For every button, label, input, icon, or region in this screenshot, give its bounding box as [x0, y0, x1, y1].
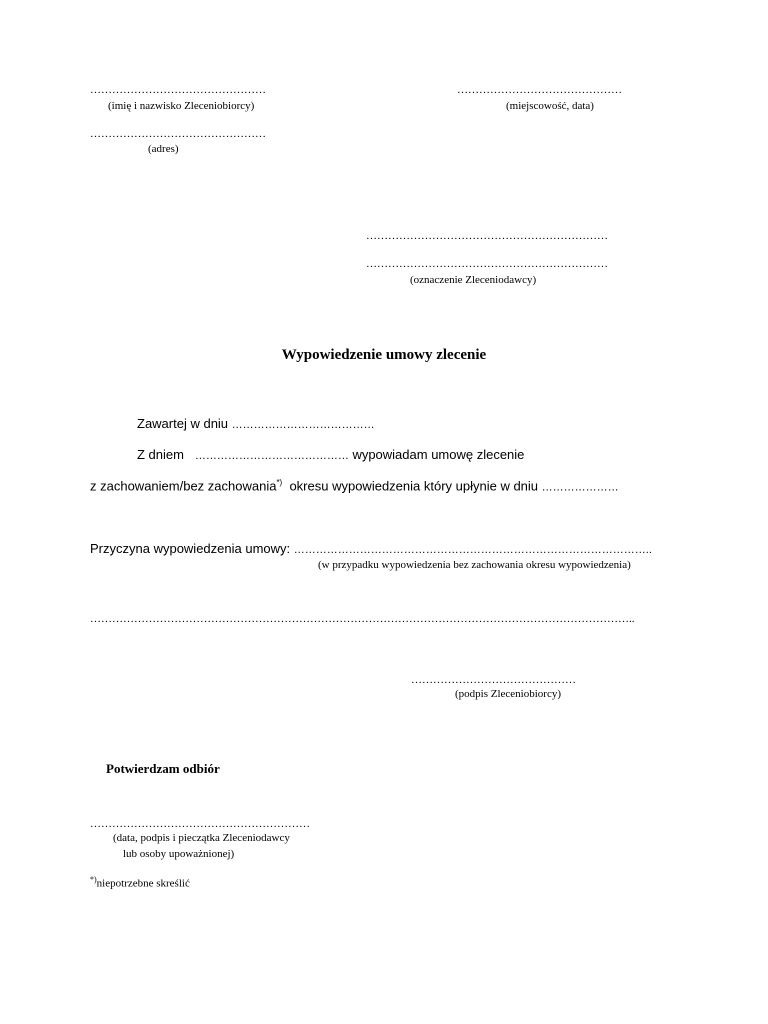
signature-caption: (podpis Zleceniobiorcy)	[455, 688, 561, 700]
termination-date-row	[137, 447, 524, 462]
reason-note: (w przypadku wypowiedzenia bez zachowania okresu wypowiedzenia)	[318, 559, 631, 571]
reason-dots: ……………………………………………………………………………………..	[293, 544, 652, 556]
address-line: …………………………………………	[90, 128, 266, 140]
notice-period-dots: …………………	[541, 481, 619, 494]
notice-period-row	[90, 478, 619, 493]
termination-date-dots: ……………………………………	[194, 450, 349, 462]
receipt-caption-1: (data, podpis i pieczątka Zleceniodawcy	[113, 832, 290, 844]
address-caption: (adres)	[148, 143, 179, 155]
place-date-line: ………………………………………	[457, 84, 622, 96]
document-title: Wypowiedzenie umowy zlecenie	[281, 347, 487, 363]
recipient-line-2: …………………………………………………………	[366, 258, 608, 270]
footnote-mark: *)	[90, 875, 97, 884]
footnote-text: niepotrzebne skreślić	[96, 877, 190, 890]
name-line: …………………………………………	[90, 84, 266, 96]
receipt-heading: Potwierdzam odbiór	[106, 761, 220, 776]
reason-label: Przyczyna wypowiedzenia umowy:	[90, 541, 291, 556]
termination-statement: wypowiadam umowę zlecenie	[352, 447, 525, 462]
signature-line: ………………………………………	[411, 674, 576, 686]
place-date-caption: (miejscowość, data)	[506, 100, 594, 112]
contract-date-row	[137, 416, 375, 431]
notice-period-text: okresu wypowiedzenia który upłynie w dniu	[289, 478, 539, 494]
reason-row	[90, 541, 652, 556]
termination-date-label: Z dniem	[137, 447, 184, 462]
receipt-caption-2: lub osoby upoważnionej)	[123, 848, 235, 860]
name-caption: (imię i nazwisko Zleceniobiorcy)	[108, 100, 255, 112]
receipt-line: ……………………………………………………	[90, 818, 310, 830]
recipient-caption: (oznaczenie Zleceniodawcy)	[410, 274, 537, 286]
contract-date-dots: …………………………………	[231, 419, 375, 431]
recipient-line-1: …………………………………………………………	[366, 230, 608, 242]
notice-period-choice: z zachowaniem/bez zachowania	[90, 478, 277, 494]
footnote-marker: *)	[276, 478, 283, 487]
reason-line-2: …………………………………………………………………………………………………………………………………..	[90, 613, 635, 625]
footnote	[90, 875, 190, 890]
contract-date-label: Zawartej w dniu	[137, 416, 229, 431]
